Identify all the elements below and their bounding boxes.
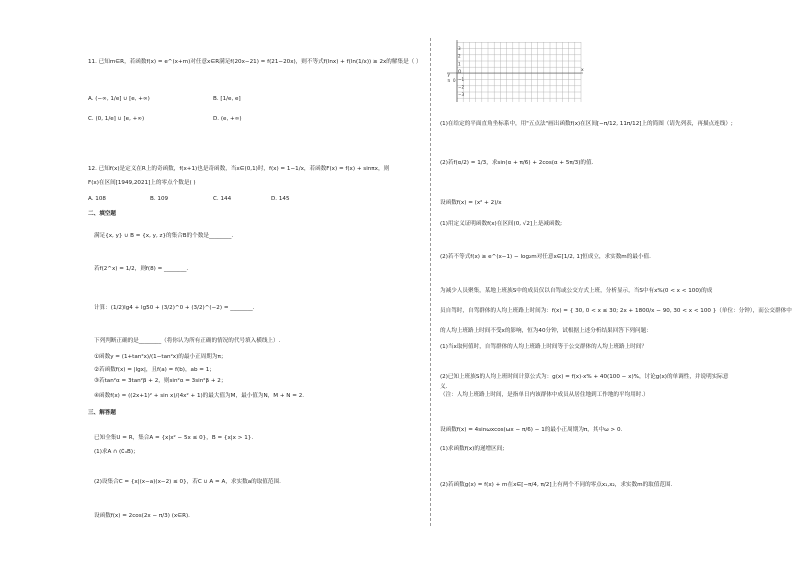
y-tick-label: O bbox=[458, 69, 462, 75]
section-2-title: 二、填空题 bbox=[88, 211, 116, 217]
q16-item-4: ④函数f(x) = ((2x+1)² + sin x)/(4x² + 1)的最大值为M，最小值为N，M + N = 2. bbox=[94, 393, 305, 399]
q11-option-d: D. (e, +∞) bbox=[213, 116, 242, 122]
y-tick-label: 1 bbox=[458, 61, 461, 67]
q14-text: 若f(2^x) = 1/2，则f(8) = ________. bbox=[94, 266, 189, 272]
left-tick-label-y: y bbox=[447, 72, 450, 77]
left-tick-label-0: 0 bbox=[453, 78, 456, 83]
q20-note: （注：人均上班路上时间，是指单日内该群体中成员从居住地到工作地的平均用时.） bbox=[440, 392, 649, 398]
q12-option-a: A. 108 bbox=[88, 196, 106, 202]
y-tick-label: 3 bbox=[458, 46, 461, 51]
q13-text: 满足{x, y} ∪ B = {x, y, z}的集合B的个数是________. bbox=[94, 233, 234, 239]
q17-stem: 已知全集U = R，集合A = {x|x² − 5x ≤ 0}，B = {x|x > 1}. bbox=[94, 435, 254, 441]
q17-part-1: (1)求A ∩ (∁ᵤB)； bbox=[94, 449, 139, 455]
q11-option-a: A. (−∞, 1/e] ∪ [e, +∞) bbox=[88, 96, 150, 102]
y-tick-label: −2 bbox=[458, 84, 465, 90]
q21-stem: 设函数f(x) = 4sinωxcos(ωx − π/6) − 1的最小正周期为π，其中ω > 0. bbox=[440, 427, 623, 433]
section-3-title: 三、解答题 bbox=[88, 410, 116, 416]
q20-part-2b: 义. bbox=[440, 384, 448, 390]
q12-option-d: D. 145 bbox=[271, 196, 290, 202]
q11-option-c: C. (0, 1/e] ∪ [e, +∞) bbox=[88, 116, 145, 122]
q12-option-c: C. 144 bbox=[213, 196, 232, 202]
q12-stem: 12. 已知f(x)是定义在R上的奇函数，f(x+1)也是奇函数，当x∈(0,1)时，f(x) = 1−1/x，若函数F(x) = f(x) + sinπx，则 bbox=[88, 166, 390, 172]
q19-stem: 设函数f(x) = (x² + 2)/x bbox=[440, 200, 502, 206]
q16-item-1: ①函数y = (1+tan²x)/(1−tan²x)的最小正周期为π； bbox=[94, 354, 227, 360]
q11-option-b: B. [1/e, e] bbox=[213, 96, 241, 102]
q20-line-2: 员自驾时，自驾群体的人均上班路上时间为：f(x) = { 30, 0 < x ≤ 30; 2x + 1800/x − 90, 30 < x < 100 }（单位：分钟），而公交群体中 bbox=[440, 308, 792, 314]
q12-option-b: B. 109 bbox=[150, 196, 169, 202]
q21-part-1: (1)求函数f(x)的递增区间; bbox=[440, 446, 505, 452]
x-axis-label: x bbox=[581, 68, 584, 73]
q11-stem: 11. 已知m∈R，若函数f(x) = e^(x+m)对任意x∈R满足f(20x−21) = f(21−20x)，则不等式f(lnx) + f(ln(1/x)) ≥ 2x的解集是（ ） bbox=[88, 59, 422, 65]
q19-part-1: (1)用定义证明函数f(x)在区间(0, √2]上是减函数; bbox=[440, 221, 562, 227]
coordinate-grid bbox=[447, 40, 587, 102]
y-tick-label: −3 bbox=[458, 92, 465, 98]
q21-part-2: (2)若函数g(x) = f(x) + m在x∈[−π/4, π/2]上有两个不同的零点x₁,x₂，求实数m的取值范围. bbox=[440, 482, 673, 488]
q20-part-2: (2)已知上班族S的人均上班时间计算公式为：g(x) = f(x)·x% + 40(100 − x)%，讨论g(x)的单调性，并说明实际意 bbox=[440, 374, 729, 380]
q16-item-3: ③若tan²α = 3tan²β + 2，则sin²α = 3sin²β + 2； bbox=[94, 378, 227, 384]
q12-stem-2: F(x)在区间[1949,2021]上的零点个数是( ) bbox=[88, 180, 196, 186]
y-tick-label: −1 bbox=[458, 76, 465, 82]
left-tick-label-pi: π bbox=[447, 78, 450, 83]
column-divider bbox=[430, 38, 431, 526]
q19-part-2: (2)若不等式f(x) ≥ e^(x−1) − log₂m对任意x∈[1/2, 1]恒成立，求实数m的最小值. bbox=[440, 254, 651, 260]
y-tick-labels bbox=[458, 46, 465, 97]
q20-line-3: 的人均上班路上时间不受x的影响，恒为40分钟，试根据上述分析结果回答下列问题： bbox=[440, 328, 652, 334]
q17-part-2: (2)设集合C = {x|(x−a)(x−2) ≤ 0}，若C ∪ A = A，求实数a的取值范围. bbox=[94, 479, 281, 485]
y-tick-label: 2 bbox=[458, 53, 461, 59]
q20-line-1: 为减少人员聚集，某地上班族S中的成员仅以自驾或公交方式上班，分析显示，当S中有x%(0 < x < 100)的成 bbox=[440, 288, 713, 294]
grid-lines bbox=[457, 42, 581, 102]
q18-part-2: (2)若f(α/2) = 1/3，求sin(α + π/6) + 2cos(α + 5π/3)的值. bbox=[440, 160, 594, 166]
q16-stem: 下列判断正确的是________（将你认为所有正确的情况的代号填入横线上）. bbox=[94, 338, 281, 344]
q16-item-2: ②若函数f(x) = |lgx|，且f(a) = f(b)，ab = 1； bbox=[94, 367, 215, 373]
q20-part-1: (1)当x取何值时，自驾群体的人均上班路上时间等于公交群体的人均上班路上时间？ bbox=[440, 344, 648, 350]
q15-text: 计算：(1/2)lg4 + lg50 + (3/2)^0 + (3/2)^(−2) = ________. bbox=[94, 305, 255, 311]
q18-part-1: (1)在给定的平面直角坐标系中，用"五点法"画出函数f(x)在区间[−π/12, 11π/12]上的简图（请先列表，再描点连线）; bbox=[440, 121, 733, 127]
q18-stem: 设函数f(x) = 2cos(2x − π/3) (x∈R). bbox=[94, 513, 190, 519]
